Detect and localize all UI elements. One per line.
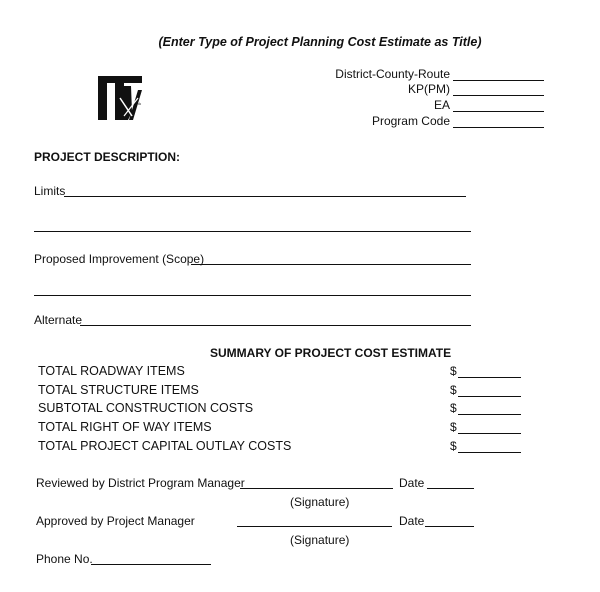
kp-pm-label: KP(PM) bbox=[408, 82, 450, 96]
summary-item-label: TOTAL RIGHT OF WAY ITEMS bbox=[38, 420, 212, 434]
limits-label: Limits bbox=[34, 184, 66, 198]
reviewed-signature-field[interactable] bbox=[240, 488, 393, 489]
approved-date-field[interactable] bbox=[425, 526, 474, 527]
approved-by-label: Approved by Project Manager bbox=[36, 514, 195, 528]
proposed-improvement-field[interactable] bbox=[191, 264, 471, 265]
program-code-label: Program Code bbox=[371, 114, 450, 128]
district-county-route-field[interactable] bbox=[453, 80, 544, 81]
capital-outlay-amount-field[interactable] bbox=[458, 452, 521, 453]
right-of-way-amount-field[interactable] bbox=[458, 433, 521, 434]
approved-signature-field[interactable] bbox=[237, 526, 392, 527]
caltrans-logo-icon bbox=[98, 76, 146, 120]
date-label: Date bbox=[399, 476, 425, 490]
form-title: (Enter Type of Project Planning Cost Estimate as Title) bbox=[158, 35, 482, 49]
project-description-heading: PROJECT DESCRIPTION: bbox=[34, 150, 181, 164]
signature-caption: (Signature) bbox=[290, 495, 350, 509]
date-label: Date bbox=[399, 514, 425, 528]
currency-symbol: $ bbox=[450, 401, 457, 415]
phone-label: Phone No. bbox=[36, 552, 93, 566]
phone-field[interactable] bbox=[91, 564, 211, 565]
reviewed-date-field[interactable] bbox=[427, 488, 474, 489]
roadway-amount-field[interactable] bbox=[458, 377, 521, 378]
proposed-improvement-label: Proposed Improvement (Scope) bbox=[34, 252, 205, 266]
logo-small-text: ink bbox=[136, 101, 142, 106]
summary-item-label: TOTAL PROJECT CAPITAL OUTLAY COSTS bbox=[38, 439, 292, 453]
alternate-label: Alternate bbox=[34, 313, 83, 327]
alternate-field[interactable] bbox=[80, 325, 471, 326]
limits-field[interactable] bbox=[64, 196, 466, 197]
limits-field-continued[interactable] bbox=[34, 231, 471, 232]
ea-field[interactable] bbox=[453, 111, 544, 112]
subtotal-construction-amount-field[interactable] bbox=[458, 414, 521, 415]
summary-heading: SUMMARY OF PROJECT COST ESTIMATE bbox=[210, 346, 452, 360]
signature-caption: (Signature) bbox=[290, 533, 350, 547]
currency-symbol: $ bbox=[450, 383, 457, 397]
currency-symbol: $ bbox=[450, 439, 457, 453]
structure-amount-field[interactable] bbox=[458, 396, 521, 397]
kp-pm-field[interactable] bbox=[453, 95, 544, 96]
ea-label: EA bbox=[433, 98, 450, 112]
proposed-improvement-field-continued[interactable] bbox=[34, 295, 471, 296]
summary-item-label: SUBTOTAL CONSTRUCTION COSTS bbox=[38, 401, 254, 415]
currency-symbol: $ bbox=[450, 420, 457, 434]
summary-item-label: TOTAL ROADWAY ITEMS bbox=[38, 364, 185, 378]
program-code-field[interactable] bbox=[453, 127, 544, 128]
currency-symbol: $ bbox=[450, 364, 457, 378]
district-county-route-label: District-County-Route bbox=[335, 67, 450, 81]
summary-item-label: TOTAL STRUCTURE ITEMS bbox=[38, 383, 199, 397]
reviewed-by-label: Reviewed by District Program Manager bbox=[36, 476, 245, 490]
